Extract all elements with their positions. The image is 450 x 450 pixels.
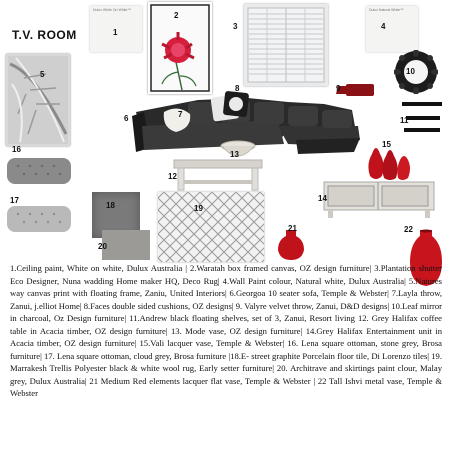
entertainment-unit-image <box>320 176 438 220</box>
malay-grey-swatch <box>102 230 150 260</box>
item-number: 15 <box>382 140 391 149</box>
item-number: 4 <box>381 22 386 31</box>
item-number: 5 <box>40 70 45 79</box>
swatch-label: Dulux White On White™ <box>93 8 131 12</box>
item-number: 11 <box>400 116 409 125</box>
item-number: 13 <box>230 150 239 159</box>
item-list-description: 1.Ceiling paint, White on white, Dulux Australia | 2.Waratah box framed canvas, OZ design furniture| 3.Plantation shutter Eco Designer, Nuna wadding Home maker HQ, Deco Rug| 4.Wall Paint colour, Natural white, Dulux Australia| 5.Natures way canvas print with floating frame, Zaniu, United Interiors| 6.Georgoa 10 seater sofa, Temple & Webster| 7.Layla throw, Zanui, j.elliot Home| 8.Faces double sided cushions, OZ designs| 9. Valyre velvet throw, Zanui, D&D designs| 10.Leaf mirror in charcoal, Oz Design furniture| 11.Andrew black floating shelves, set of 3, Zanui, Resort living 12. Grey Halifax coffee table in Acacia timber, OZ design furniture| 13. Mode vase, OZ design furniture| 14.Grey Halifax Entertainment unit in Acacia timber, OZ design furniture| 15.Vali lacquer vase, Temple & Webster| 16. Lena square ottoman, stone grey, Brosa furniture| 17. Lena square ottoman, cloud grey, Brosa furniture |18.E- street graphite Porcelain floor tile, Di Lorenzo tiles| 19. Marrakesh Trellis Polyester black & white wool rug, Early setter furniture| 20. Architrave and skirtings paint clour, Malay grey, Dulux Australia| 21 Medium Red elements lacquer flat vase, Temple & Webster | 22 Tall Ishvi metal vase, Temple & Webster <box>10 263 442 398</box>
waratah-flower-image <box>148 2 212 94</box>
velvet-throw <box>346 84 374 96</box>
item-number: 7 <box>178 110 183 119</box>
natures-way-canvas <box>6 54 70 146</box>
item-number: 12 <box>168 172 177 181</box>
item-number: 17 <box>10 196 19 205</box>
item-number: 18 <box>106 201 115 210</box>
item-number: 2 <box>174 11 179 20</box>
leaf-print-image <box>6 54 70 146</box>
rug-pattern-image <box>158 192 264 262</box>
item-number: 10 <box>406 67 415 76</box>
wall-paint-swatch <box>366 6 418 52</box>
trellis-rug <box>158 192 264 262</box>
ottoman-cloud-grey <box>6 200 72 236</box>
item-number: 9 <box>336 84 341 93</box>
item-number: 8 <box>235 84 240 93</box>
ottoman-stone-grey <box>6 152 72 188</box>
item-number: 21 <box>288 224 297 233</box>
tufted-ottoman-image <box>6 200 72 236</box>
item-number: 14 <box>318 194 327 203</box>
item-number: 20 <box>98 242 107 251</box>
item-number: 6 <box>124 114 129 123</box>
tufted-ottoman-image <box>6 152 72 188</box>
entertainment-unit <box>320 176 438 220</box>
board-title: T.V. ROOM <box>12 28 77 42</box>
item-number: 22 <box>404 225 413 234</box>
item-number: 19 <box>194 204 203 213</box>
plantation-shutter <box>244 4 328 86</box>
leaf-mirror-image <box>394 50 438 94</box>
item-number: 16 <box>12 145 21 154</box>
item-number: 1 <box>113 28 118 37</box>
shutter-image <box>244 4 328 86</box>
coffee-table <box>170 154 266 194</box>
waratah-canvas <box>148 2 212 94</box>
item-number: 3 <box>233 22 238 31</box>
coffee-table-image <box>170 154 266 194</box>
leaf-mirror <box>394 50 438 94</box>
swatch-label: Dulux Natural White™ <box>369 8 404 12</box>
